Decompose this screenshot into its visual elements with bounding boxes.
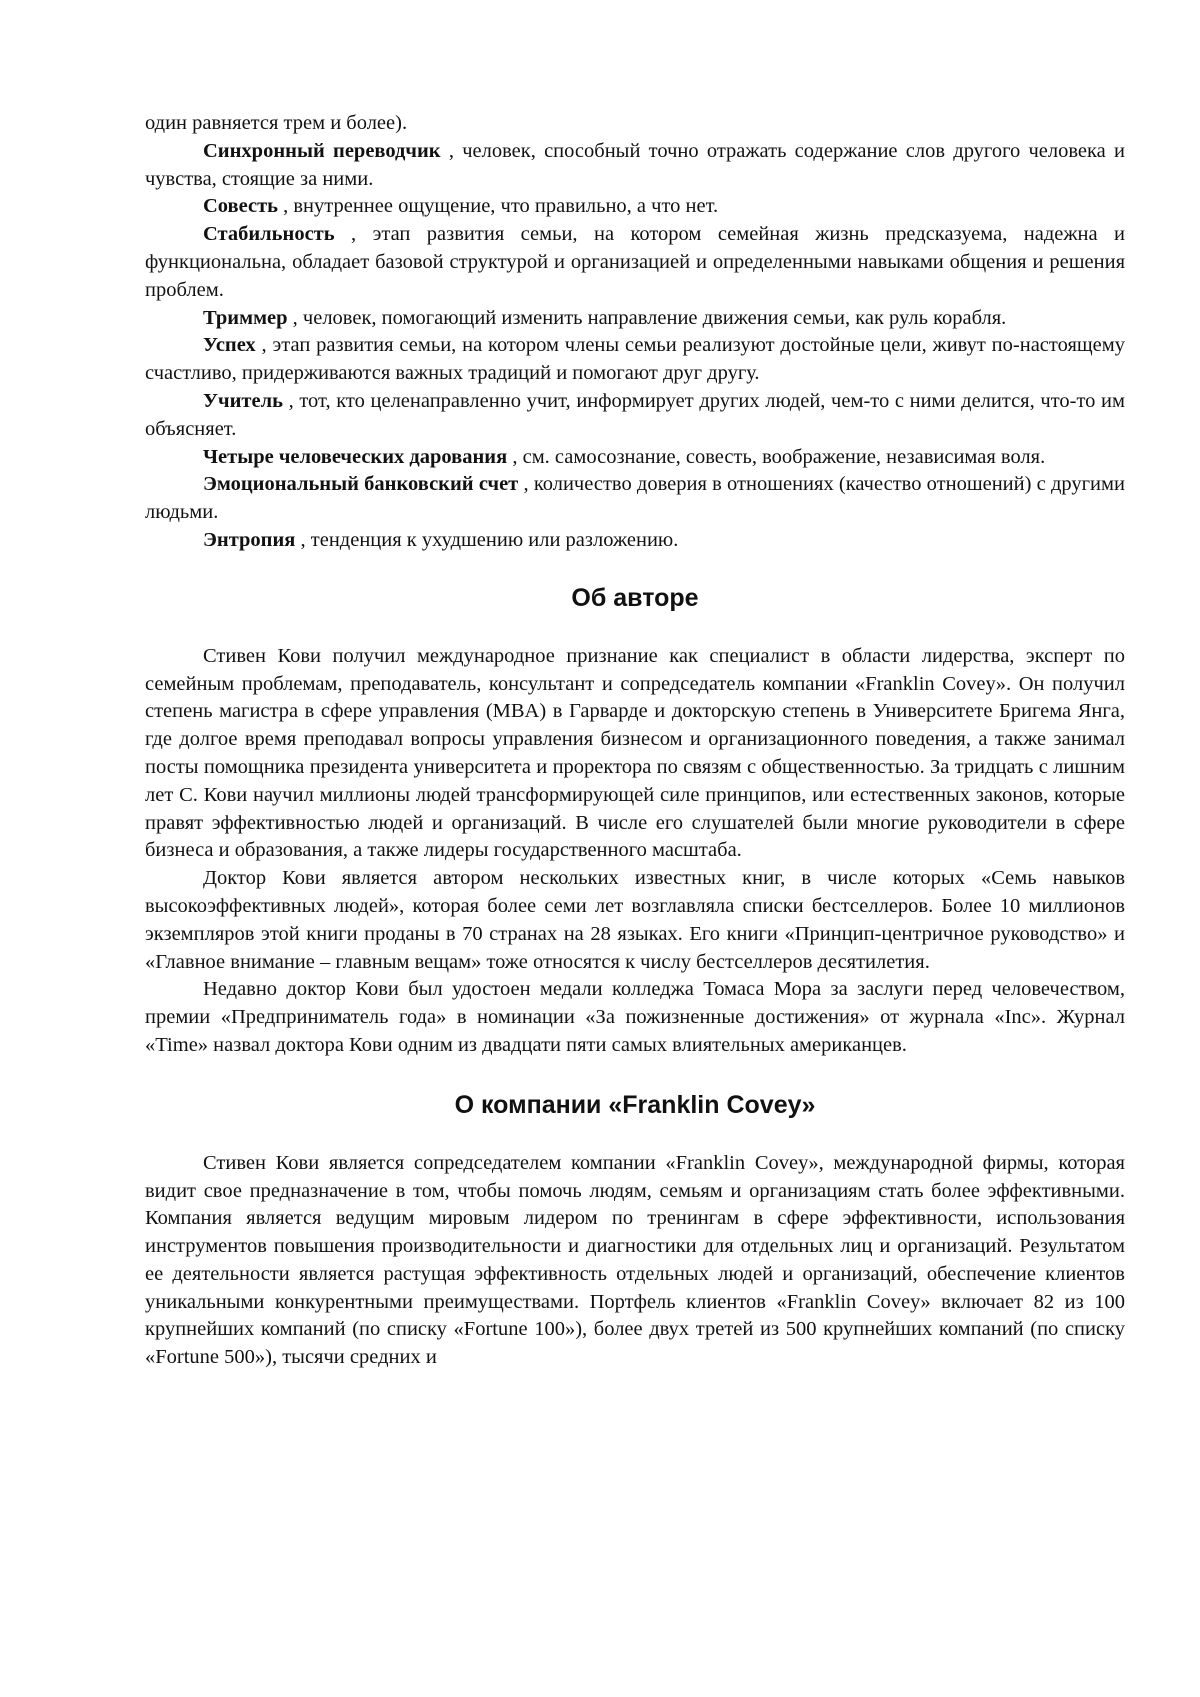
glossary-definition: , человек, помогающий изменить направление движения семьи, как руль корабля. (287, 306, 1007, 329)
glossary-definition: , количество доверия в отношениях (качество отношений) с другими людьми. (145, 473, 1125, 524)
glossary-continuation: один равняется трем и более). (145, 112, 408, 134)
document-page (145, 110, 1125, 1372)
glossary-term: Стабильность (203, 223, 335, 246)
about-author-paragraph: Стивен Кови получил международное признание как специалист в области лидерства, эксперт по семейным проблемам, преподаватель, консультант и сопредседатель компании «Franklin Covey». Он получил степень магистра в сфере управления (MBA) в Гарварде и докторскую степень в Университете Бригема Янга, где долгое время преподавал вопросы управления бизнесом и организационного поведения, а также занимал посты помощника президента университета и проректора по связям с общественностью. За тридцать с лишним лет С. Кови научил миллионы людей трансформирующей силе принципов, или естественных законов, которые правят эффективностью людей и организаций. В числе его слушателей были многие руководители в сфере бизнеса и образования, а также лидеры государственного масштаба. (145, 644, 1125, 862)
about-company-heading: О компании «Franklin Covey» (454, 1090, 816, 1119)
glossary-term: Энтропия (203, 528, 296, 551)
glossary-term: Четыре человеческих дарования (203, 445, 508, 468)
about-author-section (145, 583, 1125, 1060)
glossary-definition: , этап развития семьи, на котором семейная жизнь предсказуема, надежна и функциональна, обладает базовой структурой и организацией и определенными навыками общения и решения проблем. (145, 223, 1125, 301)
glossary-term: Триммер (203, 306, 288, 329)
glossary-entry (145, 138, 1125, 194)
glossary-entry (145, 444, 1125, 472)
about-company-section (145, 1090, 1125, 1372)
about-author-paragraph: Доктор Кови является автором нескольких известных книг, в числе которых «Семь навыков высокоэффективных людей», которая более семи лет возглавляла списки бестселлеров. Более 10 миллионов экземпляров этой книги проданы в 70 странах на 28 языках. Его книги «Принцип-центричное руководство» и «Главное внимание – главным вещам» тоже относятся к числу бестселлеров десятилетия. (145, 867, 1125, 973)
glossary-definition: , тенденция к ухудшению или разложению. (295, 528, 679, 551)
glossary-section (145, 110, 1125, 555)
glossary-entry (145, 221, 1125, 304)
about-author-heading: Об авторе (571, 583, 699, 612)
about-company-paragraph: Стивен Кови является сопредседателем компании «Franklin Covey», международной фирмы, которая видит свое предназначение в том, чтобы помочь людям, семьям и организациям стать более эффективными. Компания является ведущим мировым лидером по тренингам в сфере эффективности, использования инструментов повышения производительности и диагностики для отдельных лиц и организаций. Результатом ее деятельности является растущая эффективность отдельных людей и организаций, обеспечение клиентов уникальными конкурентными преимуществами. Портфель клиентов «Franklin Covey» включает 82 из 100 крупнейших компаний (по списку «Fortune 100»), более двух третей из 500 крупнейших компаний (по списку «Fortune 500»), тысячи средних и (145, 1151, 1125, 1369)
glossary-entry (145, 332, 1125, 388)
glossary-entry (145, 527, 1125, 555)
glossary-entry (145, 305, 1125, 333)
glossary-term: Успех (203, 334, 256, 357)
glossary-entry (145, 193, 1125, 221)
glossary-term: Эмоциональный банковский счет (203, 473, 519, 496)
glossary-entry (145, 388, 1125, 444)
glossary-term: Синхронный переводчик (203, 139, 441, 162)
glossary-term: Совесть (203, 195, 278, 218)
glossary-term: Учитель (203, 389, 283, 412)
glossary-definition: , тот, кто целенаправленно учит, информирует других людей, чем-то с ними делится, что-то им объясняет. (145, 389, 1125, 440)
glossary-definition: , человек, способный точно отражать содержание слов другого человека и чувства, стоящие за ними. (145, 139, 1125, 190)
glossary-definition: , см. самосознание, совесть, воображение, независимая воля. (507, 445, 1046, 468)
glossary-definition: , этап развития семьи, на котором члены семьи реализуют достойные цели, живут по-настоящему счастливо, придерживаются важных традиций и помогают друг другу. (145, 334, 1125, 385)
about-author-paragraph: Недавно доктор Кови был удостоен медали колледжа Томаса Мора за заслуги перед человечеством, премии «Предприниматель года» в номинации «За пожизненные достижения» от журнала «Inc». Журнал «Time» назвал доктора Кови одним из двадцати пяти самых влиятельных американцев. (145, 978, 1125, 1056)
glossary-entry (145, 471, 1125, 527)
glossary-definition: , внутреннее ощущение, что правильно, а что нет. (277, 195, 719, 218)
